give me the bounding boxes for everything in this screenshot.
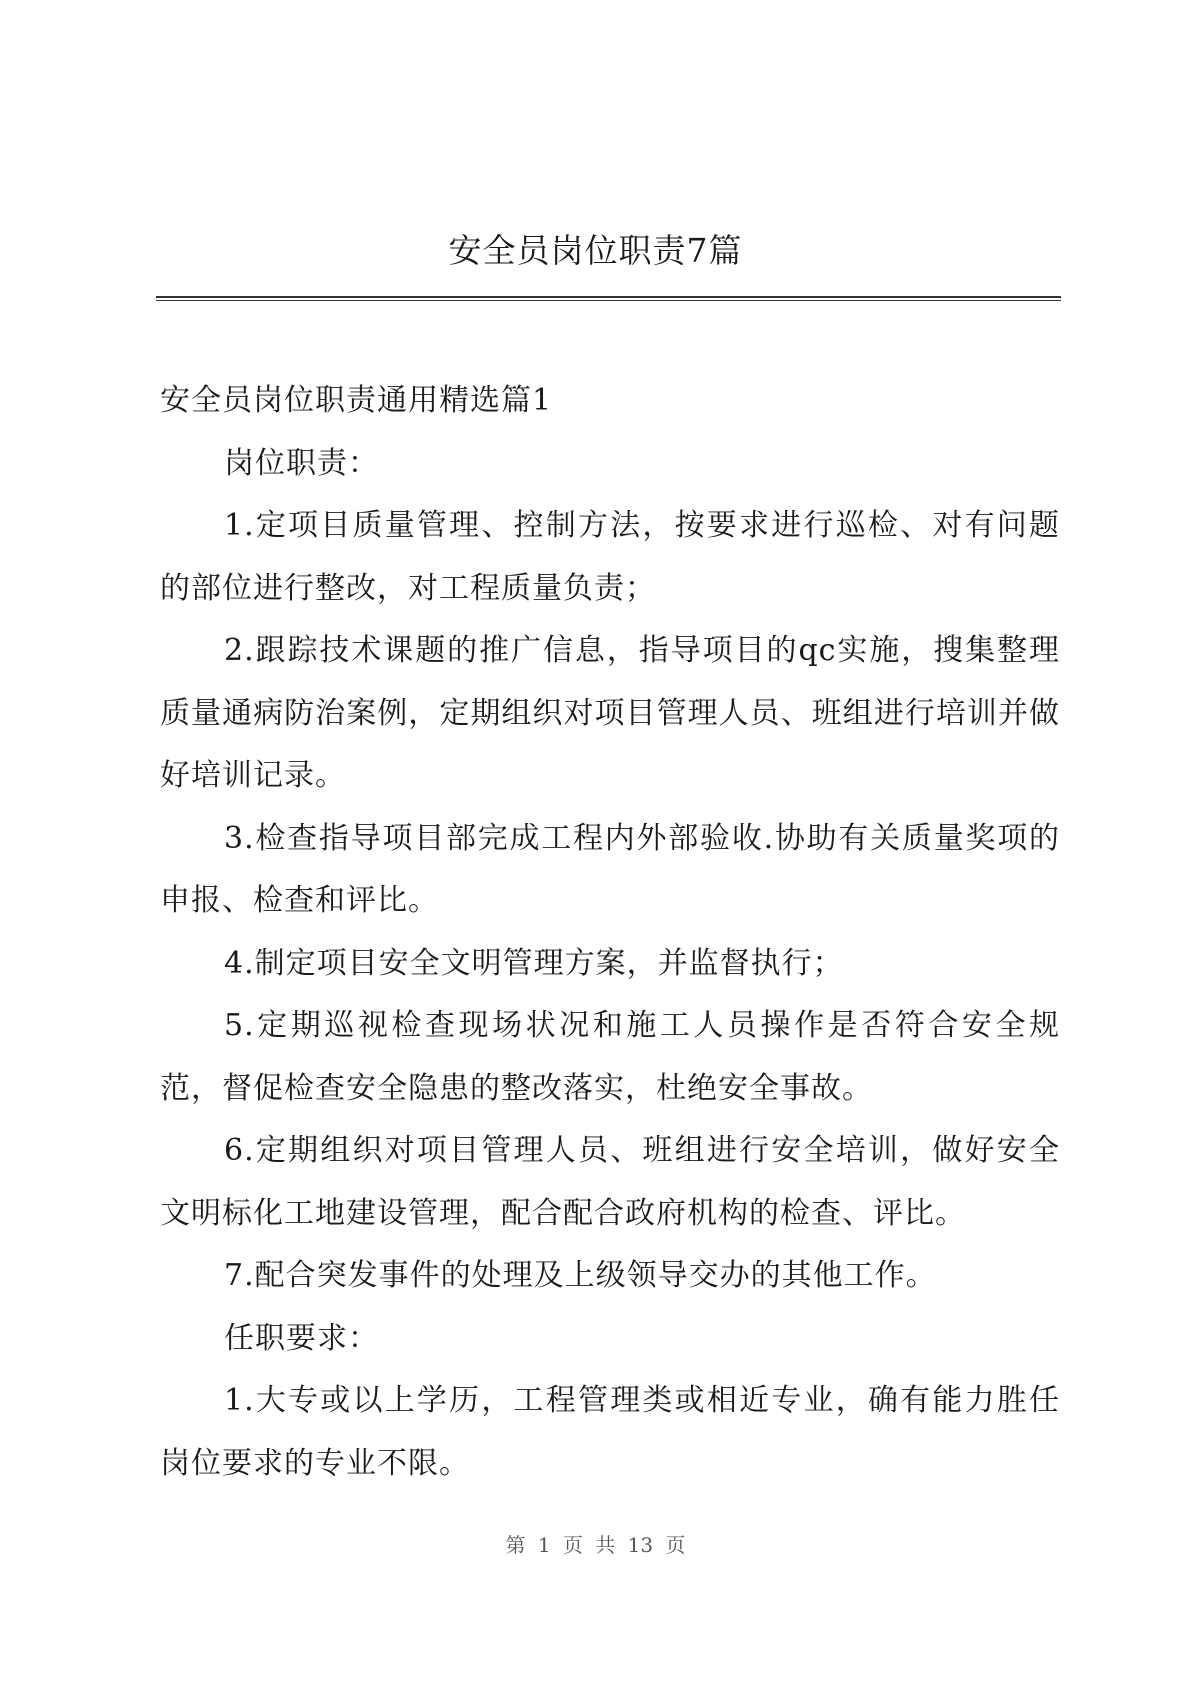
- duty-item: 6.定期组织对项目管理人员、班组进行安全培训，做好安全文明标化工地建设管理，配合配合政府机构的检查、评比。: [160, 1133, 1060, 1231]
- duty-item: 1.定项目质量管理、控制方法，按要求进行巡检、对有问题的部位进行整改，对工程质量负责；: [160, 508, 1060, 606]
- duty-item: 5.定期巡视检查现场状况和施工人员操作是否符合安全规范，督促检查安全隐患的整改落实，杜绝安全事故。: [160, 1008, 1060, 1106]
- requirements-label: 任职要求：: [224, 1320, 379, 1356]
- duty-item: 7.配合突发事件的处理及上级领导交办的其他工作。: [224, 1258, 937, 1293]
- document-title: 安全员岗位职责7篇: [448, 231, 743, 270]
- title-divider: [156, 296, 1061, 301]
- page-footer: 第 1 页 共 13 页: [505, 1533, 686, 1557]
- document-body: [160, 370, 1060, 1495]
- section-heading: 安全员岗位职责通用精选篇1: [160, 383, 553, 418]
- duty-item: 3.检查指导项目部完成工程内外部验收.协助有关质量奖项的申报、检查和评比。: [160, 820, 1060, 918]
- duty-item: 4.制定项目安全文明管理方案，并监督执行；: [224, 945, 844, 981]
- duty-item: 2.跟踪技术课题的推广信息，指导项目的qc实施，搜集整理质量通病防治案例，定期组织对项目管理人员、班组进行培训并做好培训记录。: [160, 633, 1060, 793]
- duties-label: 岗位职责：: [224, 445, 379, 481]
- requirement-item: 1.大专或以上学历，工程管理类或相近专业，确有能力胜任岗位要求的专业不限。: [160, 1383, 1060, 1481]
